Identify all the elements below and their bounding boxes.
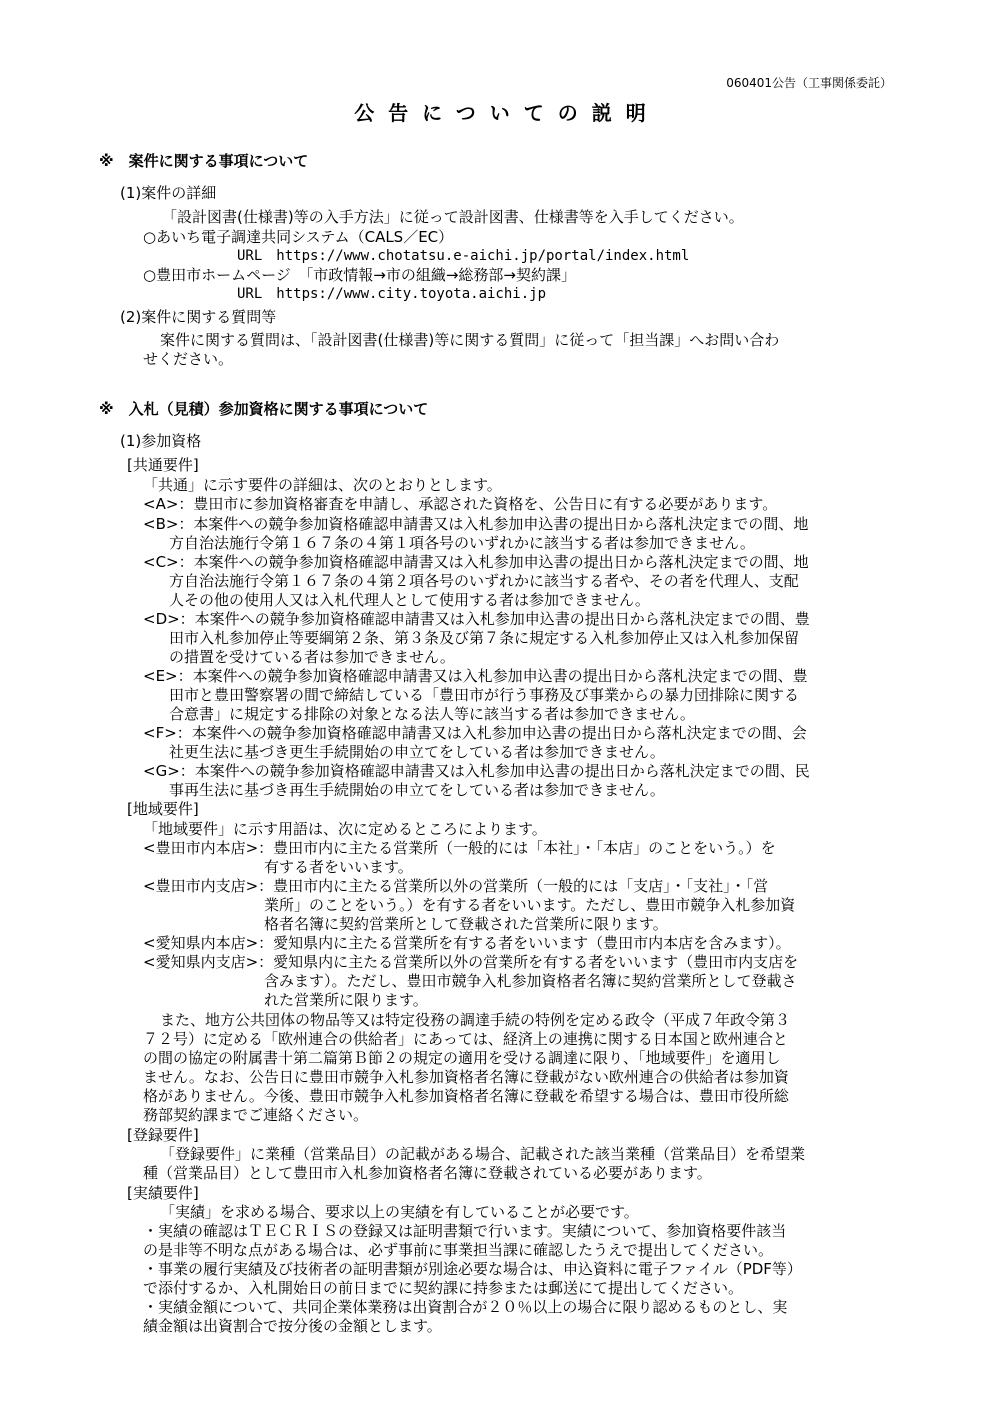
- common-line: 「共通」に示す要件の詳細は、次のとおりとします。: [143, 476, 502, 494]
- section-heading-qualification: ※ 入札（見積）参加資格に関する事項について: [99, 400, 429, 418]
- common-item-d-cont: 田市入札参加停止等要綱第２条、第３条及び第７条に規定する入札参加停止又は入札参加保留: [169, 629, 800, 647]
- common-item-g: <G>：本案件への競争参加資格確認申請書又は入札参加申込書の提出日から落札決定までの間、民: [143, 762, 810, 780]
- region-paragraph: ません。なお、公告日に豊田市競争入札参加資格者名簿に登載がない欧州連合の供給者は参加資: [143, 1068, 789, 1086]
- common-item-b-cont: 方自治法施行令第１６７条の４第１項各号のいずれかに該当する者は参加できません。: [169, 534, 755, 552]
- common-item-e-cont: 合意書」に規定する排除の対象となる法人等に該当する者は参加できません。: [169, 705, 695, 723]
- document-code: 060401公告（工事関係委託）: [726, 76, 892, 90]
- common-item-d-cont: の措置を受けている者は参加できません。: [169, 648, 455, 666]
- common-item-g-cont: 事再生法に基づき再生手続開始の申立てをしている者は参加できません。: [169, 781, 665, 799]
- case-details-line: ○豊田市ホームページ 「市政情報→市の組織→総務部→契約課」: [143, 266, 576, 284]
- common-item-c-cont: 人その他の使用人又は入札代理人として使用する者は参加できません。: [169, 591, 650, 609]
- region-paragraph: の間の協定の附属書十第二篇第Ｂ節２の規定の適用を受ける調達に限り、「地域要件」を適用し: [143, 1049, 781, 1067]
- subsection-heading-questions: (2)案件に関する質問等: [120, 308, 277, 326]
- label-registration-requirements: [登録要件]: [127, 1126, 199, 1144]
- region-term-toyota-hq: <豊田市内本店>：豊田市内に主たる営業所（一般的には「本社」・「本店」のことをいう。）を: [143, 839, 776, 857]
- label-record-requirements: [実績要件]: [127, 1184, 199, 1202]
- common-item-a: <A>：豊田市に参加資格審査を申請し、承認された資格を、公告日に有する必要があります。: [143, 495, 778, 513]
- region-paragraph: 格がありません。今後、豊田市競争入札参加資格者名簿に登載を希望する場合は、豊田市役所総: [143, 1087, 789, 1105]
- record-line: 績金額は出資割合で按分後の金額とします。: [143, 1317, 442, 1335]
- common-item-f: <F>：本案件への競争参加資格確認申請書又は入札参加申込書の提出日から落札決定までの間、会: [143, 724, 807, 742]
- region-paragraph: また、地方公共団体の物品等又は特定役務の調達手続の特例を定める政令（平成７年政令第３: [160, 1011, 791, 1029]
- record-line: で添付するか、入札開始日の前日までに契約課に持参または郵送にて提出してください。: [143, 1279, 744, 1297]
- questions-line: 案件に関する質問は、「設計図書(仕様書)等に関する質問」に従って「担当課」へお問い合わ: [160, 331, 780, 349]
- common-item-b: <B>：本案件への競争参加資格確認申請書又は入札参加申込書の提出日から落札決定までの間、地: [143, 515, 809, 533]
- region-term-cont: 業所」のことをいう。）を有する者をいいます。ただし、豊田市競争入札参加資: [264, 896, 796, 914]
- region-term-cont: れた営業所に限ります。: [264, 991, 428, 1009]
- common-item-c-cont: 方自治法施行令第１６７条の４第２項各号のいずれかに該当する者や、その者を代理人、支配: [169, 572, 799, 590]
- subsection-heading-case-details: (1)案件の詳細: [120, 184, 217, 202]
- region-term-cont: 有する者をいいます。: [264, 858, 413, 876]
- common-item-c: <C>：本案件への競争参加資格確認申請書又は入札参加申込書の提出日から落札決定までの間、地: [143, 553, 809, 571]
- page-title: 公告についての説明: [354, 101, 660, 125]
- label-common-requirements: [共通要件]: [127, 456, 199, 474]
- common-item-e-cont: 田市と豊田警察署の間で締結している「豊田市が行う事務及び事業からの暴力団排除に関する: [169, 686, 800, 704]
- record-line: 「実績」を求める場合、要求以上の実績を有していることが必要です。: [160, 1203, 639, 1221]
- case-details-line: ○あいち電子調達共同システム（CALS／EC）: [143, 228, 454, 246]
- registration-line: 種（営業品目）として豊田市入札参加資格者名簿に登載されている必要があります。: [143, 1164, 712, 1182]
- url-link[interactable]: URL https://www.chotatsu.e-aichi.jp/portal/index.html: [237, 248, 690, 264]
- record-line: ・事業の履行実績及び技術者の証明書類が別途必要な場合は、申込資料に電子ファイル（PDF等）: [143, 1260, 802, 1278]
- region-term-aichi-hq: <愛知県内本店>：愛知県内に主たる営業所を有する者をいいます（豊田市内本店を含みます）。: [143, 934, 791, 952]
- common-item-e: <E>：本案件への競争参加資格確認申請書又は入札参加申込書の提出日から落札決定までの間、豊: [143, 667, 808, 685]
- common-item-f-cont: 社更生法に基づき更生手続開始の申立てをしている者は参加できません。: [169, 743, 665, 761]
- case-details-line: 「設計図書(仕様書)等の入手方法」に従って設計図書、仕様書等を入手してください。: [162, 208, 744, 226]
- registration-line: 「登録要件」に業種（営業品目）の記載がある場合、記載された該当業種（営業品目）を希望業: [160, 1145, 806, 1163]
- questions-line: せください。: [143, 350, 234, 368]
- record-line: ・実績の確認はＴＥＣＲＩＳの登録又は証明書類で行います。実績について、参加資格要件該当: [143, 1222, 787, 1240]
- record-line: ・実績金額について、共同企業体業務は出資割合が２０％以上の場合に限り認めるものとし、実: [143, 1298, 788, 1316]
- region-term-cont: 含みます）。ただし、豊田市競争入札参加資格者名簿に契約営業所として登載さ: [264, 972, 797, 990]
- record-line: の是非等不明な点がある場合は、必ず事前に事業担当課に確認したうえで提出してください。: [143, 1241, 774, 1259]
- region-term-aichi-branch: <愛知県内支店>：愛知県内に主たる営業所以外の営業所を有する者をいいます（豊田市内支店を: [143, 953, 799, 971]
- url-link[interactable]: URL https://www.city.toyota.aichi.jp: [237, 286, 547, 302]
- common-item-d: <D>：本案件への競争参加資格確認申請書又は入札参加申込書の提出日から落札決定までの間、豊: [143, 610, 810, 628]
- label-region-requirements: [地域要件]: [127, 800, 199, 818]
- section-heading-case: ※ 案件に関する事項について: [99, 152, 309, 170]
- region-line: 「地域要件」に示す用語は、次に定めるところによります。: [143, 820, 547, 838]
- region-term-toyota-branch: <豊田市内支店>：豊田市内に主たる営業所以外の営業所（一般的には「支店」・「支社」・「営: [143, 877, 769, 895]
- region-paragraph: ７２号）に定める「欧州連合の供給者」にあっては、経済上の連携に関する日本国と欧州連合と: [143, 1030, 788, 1048]
- subsection-heading-qualification: (1)参加資格: [120, 432, 202, 450]
- region-paragraph: 務部契約課までご連絡ください。: [143, 1106, 369, 1124]
- region-term-cont: 格者名簿に契約営業所として登載された営業所に限ります。: [264, 915, 668, 933]
